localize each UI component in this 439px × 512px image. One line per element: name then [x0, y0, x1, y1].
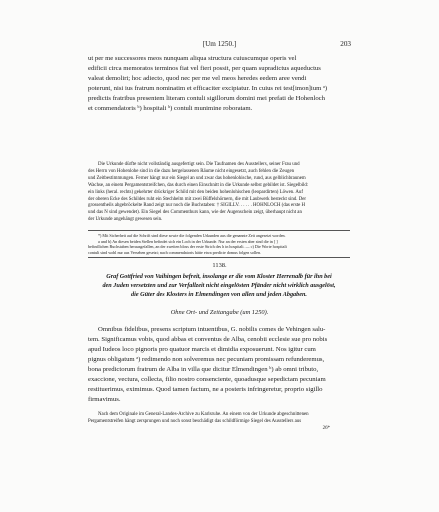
note-line: und Zeitbestimmungen. Ferner hängt nur ein Siegel an und zwar das hohenlohische, rund, aus gelblichbraunem [88, 175, 306, 181]
note-line: des Herrn von Hohenlohe sind in die dazu hergelassenen Räume nicht eingesetzt, auch fehlen die Zeugen [88, 168, 295, 174]
document-text [88, 325, 350, 405]
section-divider [88, 257, 350, 258]
footnote-line: a und b) An diesen beiden Stellen befindet sich ein Loch in der Urkunde. Nur an der ersten aber sind die in [ ] [98, 238, 278, 244]
text-line: apud Iudeos loco pignoris pro quatuor marcis et dimidia exposuerunt. Nos igitur cum [88, 346, 316, 353]
regest-line: den Juden versetzten und zur Verfallzeit nicht eingelösten Pfänder nicht wirklich ausgelöst, [102, 281, 336, 289]
document-regest [88, 273, 350, 299]
text-line: firmavimus. [88, 396, 121, 403]
page-header [0, 40, 439, 54]
editorial-note [88, 162, 350, 224]
dateline: Ohne Ort- und Zeitangabe (um 1250). [170, 309, 269, 316]
note-line: Die Urkunde dürfte nicht vollständig ausgefertigt sein. Die Taufnamen des Ausstellers, seiner Frau und [98, 162, 300, 167]
footnote-divider [88, 230, 350, 231]
footnote-line: *) Mit Sicherheit auf die Schrift sind diese sowie die folgenden Urkunden aus die genannte Zeit angesetzt worden. [98, 233, 286, 238]
document-continued-text [88, 54, 350, 114]
regest-line: die Güter des Klosters in Elmendingen von allen und jeden Abgaben. [131, 290, 307, 298]
text-line: bona predictorum fratrum de Alba in villa que dicitur Elmendingen ᵇ) ab omni tributo, [88, 366, 319, 373]
text-line: edificii circa memoratos terminos fiat vel fieri possit, per quam supradictus aqueductus [88, 65, 321, 72]
text-line: et commendatoris ᵇ) hospitali ᵇ) contuli munimine roboratam. [88, 105, 253, 112]
note-line: der Urkunde angehängt gewesen sein. [88, 217, 163, 223]
text-line: pignus obligatum ᵃ) redimendo non solveremus nec pecuniam promissam refunderemus, [88, 356, 325, 363]
page-number: 203 [340, 40, 351, 48]
note-line: der oberen Ecke des Schildes ruht ein Stechhelm mit zwei Büffelshörnern, die mit Laubwerk besteckt sind. Der [88, 196, 307, 202]
document-number: 1138. [212, 262, 227, 269]
footnotes [88, 233, 350, 255]
source-note [88, 412, 350, 433]
text-line: tem. Significamus vobis, quod abbas et conventus de Alba, cenobii ecclesie sue pro nobis [88, 336, 328, 343]
text-line: predictis fratribus presentem literam contuli sigillorum domini mei prefati de Hohenloch [88, 95, 325, 102]
text-line: restituerimus, eximimus. Quod tamen factum, ne a posteris infringeretur, proprio sigillo [88, 386, 323, 393]
text-line: exaccione, vectura, collecta, filio nostro consenciente, quoadusque sepedictam pecuniam [88, 376, 326, 383]
footnote-line: befindlichen Buchstaben herausgefallen, an der zweiten bloss der erste Strich des h in hospitali. — c) Die Worte hospitali [88, 244, 287, 249]
note-line: grossentheils abgebröckelte Rand zeigt nur noch die Buchstaben: † SIGILLV. . . . . . HOHNLOCH (das erste H [88, 203, 306, 209]
note-line: Nach dem Originale im General-Landes-Archive zu Karlsruhe. An einem von der Urkunde abgeschnittenen [98, 412, 309, 417]
note-line: Pergamentstreifen hängt zersprungen und noch sonst beschädigt das schildförmige Siegel des Ausstellers aus [88, 418, 302, 424]
note-line: und das N sind gewendet). Ein Siegel des Commenthurs kann, wie der Augenschein zeigt, überhaupt nicht an [88, 210, 302, 216]
running-head: [Um 1250.] [202, 40, 237, 48]
text-line: poterunt, nisi ius fratrum nominatim et efficaciter excipiatur. In cuius rei test[imon]ium ᵃ) [88, 85, 328, 92]
note-line: ein links (heral. rechts) gekehrter drückriger Schild mit den beiden hohenlohischen (leopardirten) Löwen. Auf [88, 189, 303, 195]
note-line: Wachse, an einem Pergamentstreifchen, das durch einen Einschnitt in die Urkunde selbst gebildet ist. Siegelbild: [88, 182, 309, 188]
signature-mark: 26* [322, 425, 330, 431]
text-line: Omnibus fidelibus, presens scriptum intuentibus, G. nobilis comes de Vehingen salu- [98, 326, 326, 333]
footnote-line: contuli sind wohl nur aus Versehen gesetzt; nach commendatoris hätte etwa predicte domus folgen sollen. [88, 249, 262, 255]
text-line: ut per me successores meos nunquam aliqua structura cuiuscumque operis vel [88, 55, 297, 62]
regest-line: Graf Gottfried von Vaihingen befreit, insolange er die vom Kloster Herrenalb für ihn bei [106, 273, 332, 280]
text-line: valeat demoliri; hoc adiecto, quod nec per me vel meos heredes eedem aree vendi [88, 75, 307, 82]
